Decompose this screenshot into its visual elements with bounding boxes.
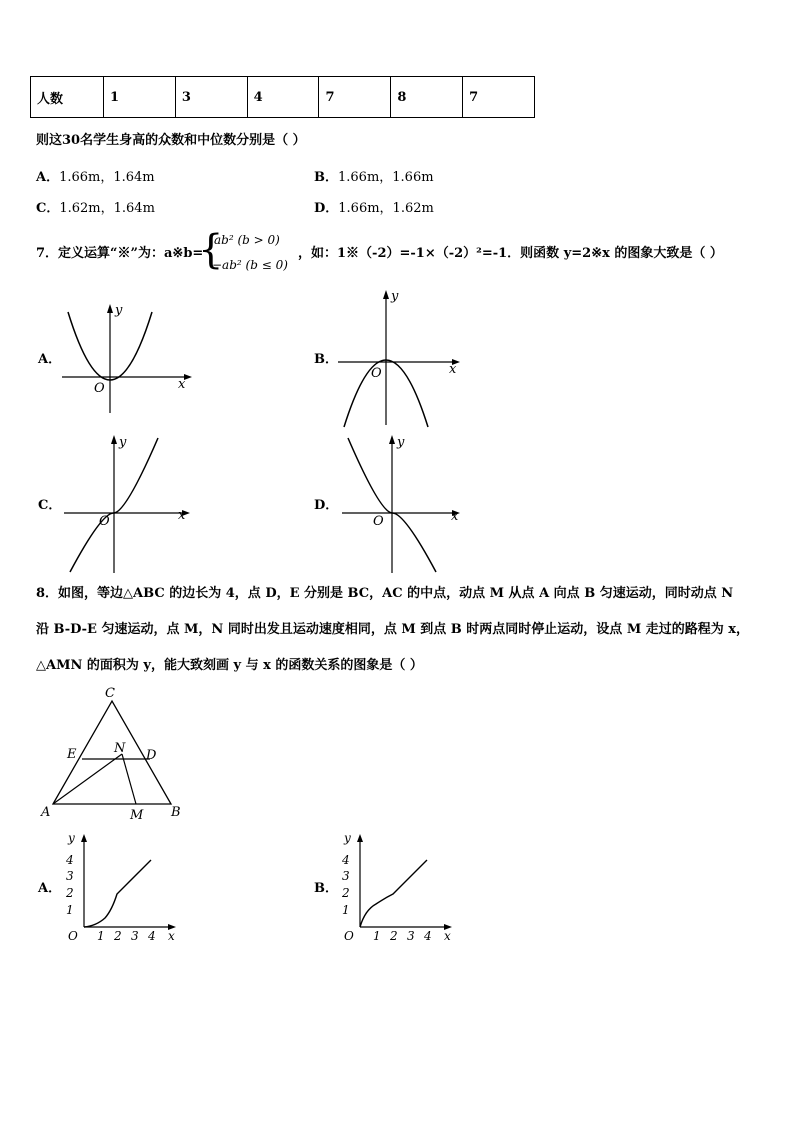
q8-option-b-label[interactable]: B． [314, 881, 338, 896]
table-cell: 7 [319, 77, 391, 118]
q8-stem-line-3: △AMN 的面积为 y，能大致刻画 y 与 x 的函数关系的图象是（ ） [36, 658, 423, 673]
segment-an [53, 754, 122, 804]
option-label: D． [314, 201, 339, 216]
q7-option-a-label[interactable]: A． [38, 352, 62, 367]
origin-label: O [68, 929, 78, 943]
table-cell: 1 [104, 77, 176, 118]
q7-option-c-label[interactable]: C． [38, 498, 62, 513]
q6-option-c[interactable] [36, 201, 155, 217]
option-label: B． [314, 170, 338, 185]
origin-label: O [99, 514, 110, 529]
vertex-label-d: D [146, 748, 157, 763]
y-tick: 4 [342, 853, 350, 867]
x-tick: 3 [131, 929, 139, 943]
y-label: y [397, 435, 405, 450]
x-tick: 4 [148, 929, 156, 943]
piecewise-case-2: −ab² (b ≤ 0) [212, 258, 288, 272]
y-label: y [391, 289, 399, 304]
table-cell: 3 [175, 77, 247, 118]
origin-label: O [373, 514, 384, 529]
table-row-label: 人数 [31, 77, 104, 118]
x-label: x [178, 508, 186, 523]
q7-option-b-label[interactable]: B． [314, 352, 338, 367]
y-arrow-icon [107, 304, 113, 313]
y-tick: 1 [342, 903, 350, 917]
y-arrow-icon [81, 834, 87, 842]
x-tick: 1 [373, 929, 381, 943]
q7-graph-b [336, 285, 476, 430]
x-label: x [444, 929, 451, 943]
x-label: x [178, 377, 186, 392]
height-count-table [30, 76, 535, 118]
option-label: A． [36, 170, 60, 185]
x-tick: 4 [424, 929, 432, 943]
table-cell: 8 [391, 77, 463, 118]
x-label: x [449, 362, 457, 377]
q8-option-a-label[interactable]: A． [38, 881, 62, 896]
q6-option-b[interactable] [314, 170, 434, 186]
piecewise-case-1: ab² (b > 0) [214, 233, 280, 247]
q7-stem-end: ，如：1※（-2）=-1×（-2）²=-1．则函数 y=2※x 的图象大致是（ ） [298, 246, 723, 261]
q6-stem: 则这30名学生身高的众数和中位数分别是（ ） [36, 133, 306, 148]
vertex-label-c: C [105, 686, 115, 701]
option-text: 1.66m，1.64m [59, 170, 155, 185]
segment-nm [122, 754, 136, 804]
table-cell: 4 [247, 77, 319, 118]
option-text: 1.66m，1.62m [338, 201, 434, 216]
q7-graph-d [340, 432, 480, 575]
vertex-label-n: N [114, 741, 126, 756]
origin-label: O [344, 929, 354, 943]
q7-stem-start: 7．定义运算“※”为：a※b= [36, 246, 204, 261]
vertex-label-b: B [171, 805, 181, 820]
q7-graph-a [60, 300, 200, 415]
q8-graph-b [338, 826, 468, 946]
y-arrow-icon [357, 834, 363, 842]
x-tick: 3 [407, 929, 415, 943]
table-row [31, 77, 535, 118]
y-tick: 2 [66, 886, 74, 900]
y-arrow-icon [111, 435, 117, 444]
x-tick: 2 [114, 929, 122, 943]
y-tick: 3 [342, 869, 350, 883]
y-label: y [68, 831, 75, 845]
option-label: C． [36, 201, 60, 216]
y-label: y [344, 831, 351, 845]
origin-label: O [94, 381, 105, 396]
q8-graph-a [62, 826, 192, 946]
curve [360, 860, 427, 927]
y-label: y [119, 435, 127, 450]
option-text: 1.66m，1.66m [338, 170, 434, 185]
piecewise-brace: { [198, 227, 224, 273]
triangle-figure [36, 684, 196, 824]
curve [84, 860, 151, 927]
option-text: 1.62m，1.64m [59, 201, 155, 216]
y-tick: 2 [342, 886, 350, 900]
vertex-label-m: M [130, 808, 144, 823]
x-label: x [168, 929, 175, 943]
y-label: y [115, 303, 123, 318]
q8-stem-line-1: 8．如图，等边△ABC 的边长为 4，点 D，E 分别是 BC，AC 的中点，动点 M 从点 A 向点 B 匀速运动，同时动点 N [36, 586, 734, 601]
y-tick: 1 [66, 903, 74, 917]
q6-option-a[interactable] [36, 170, 155, 186]
y-arrow-icon [389, 435, 395, 444]
y-tick: 3 [66, 869, 74, 883]
origin-label: O [371, 366, 382, 381]
x-tick: 2 [390, 929, 398, 943]
x-tick: 1 [97, 929, 105, 943]
x-label: x [451, 509, 459, 524]
y-tick: 4 [66, 853, 74, 867]
q7-graph-c [62, 432, 202, 575]
y-arrow-icon [383, 290, 389, 299]
table-cell: 7 [463, 77, 535, 118]
vertex-label-a: A [41, 805, 51, 820]
q6-option-d[interactable] [314, 201, 434, 217]
q8-stem-line-2: 沿 B-D-E 匀速运动，点 M，N 同时出发且运动速度相同，点 M 到点 B 时两点同时停止运动，设点 M 走过的路程为 x， [36, 622, 750, 637]
q7-option-d-label[interactable]: D． [314, 498, 339, 513]
vertex-label-e: E [67, 747, 77, 762]
